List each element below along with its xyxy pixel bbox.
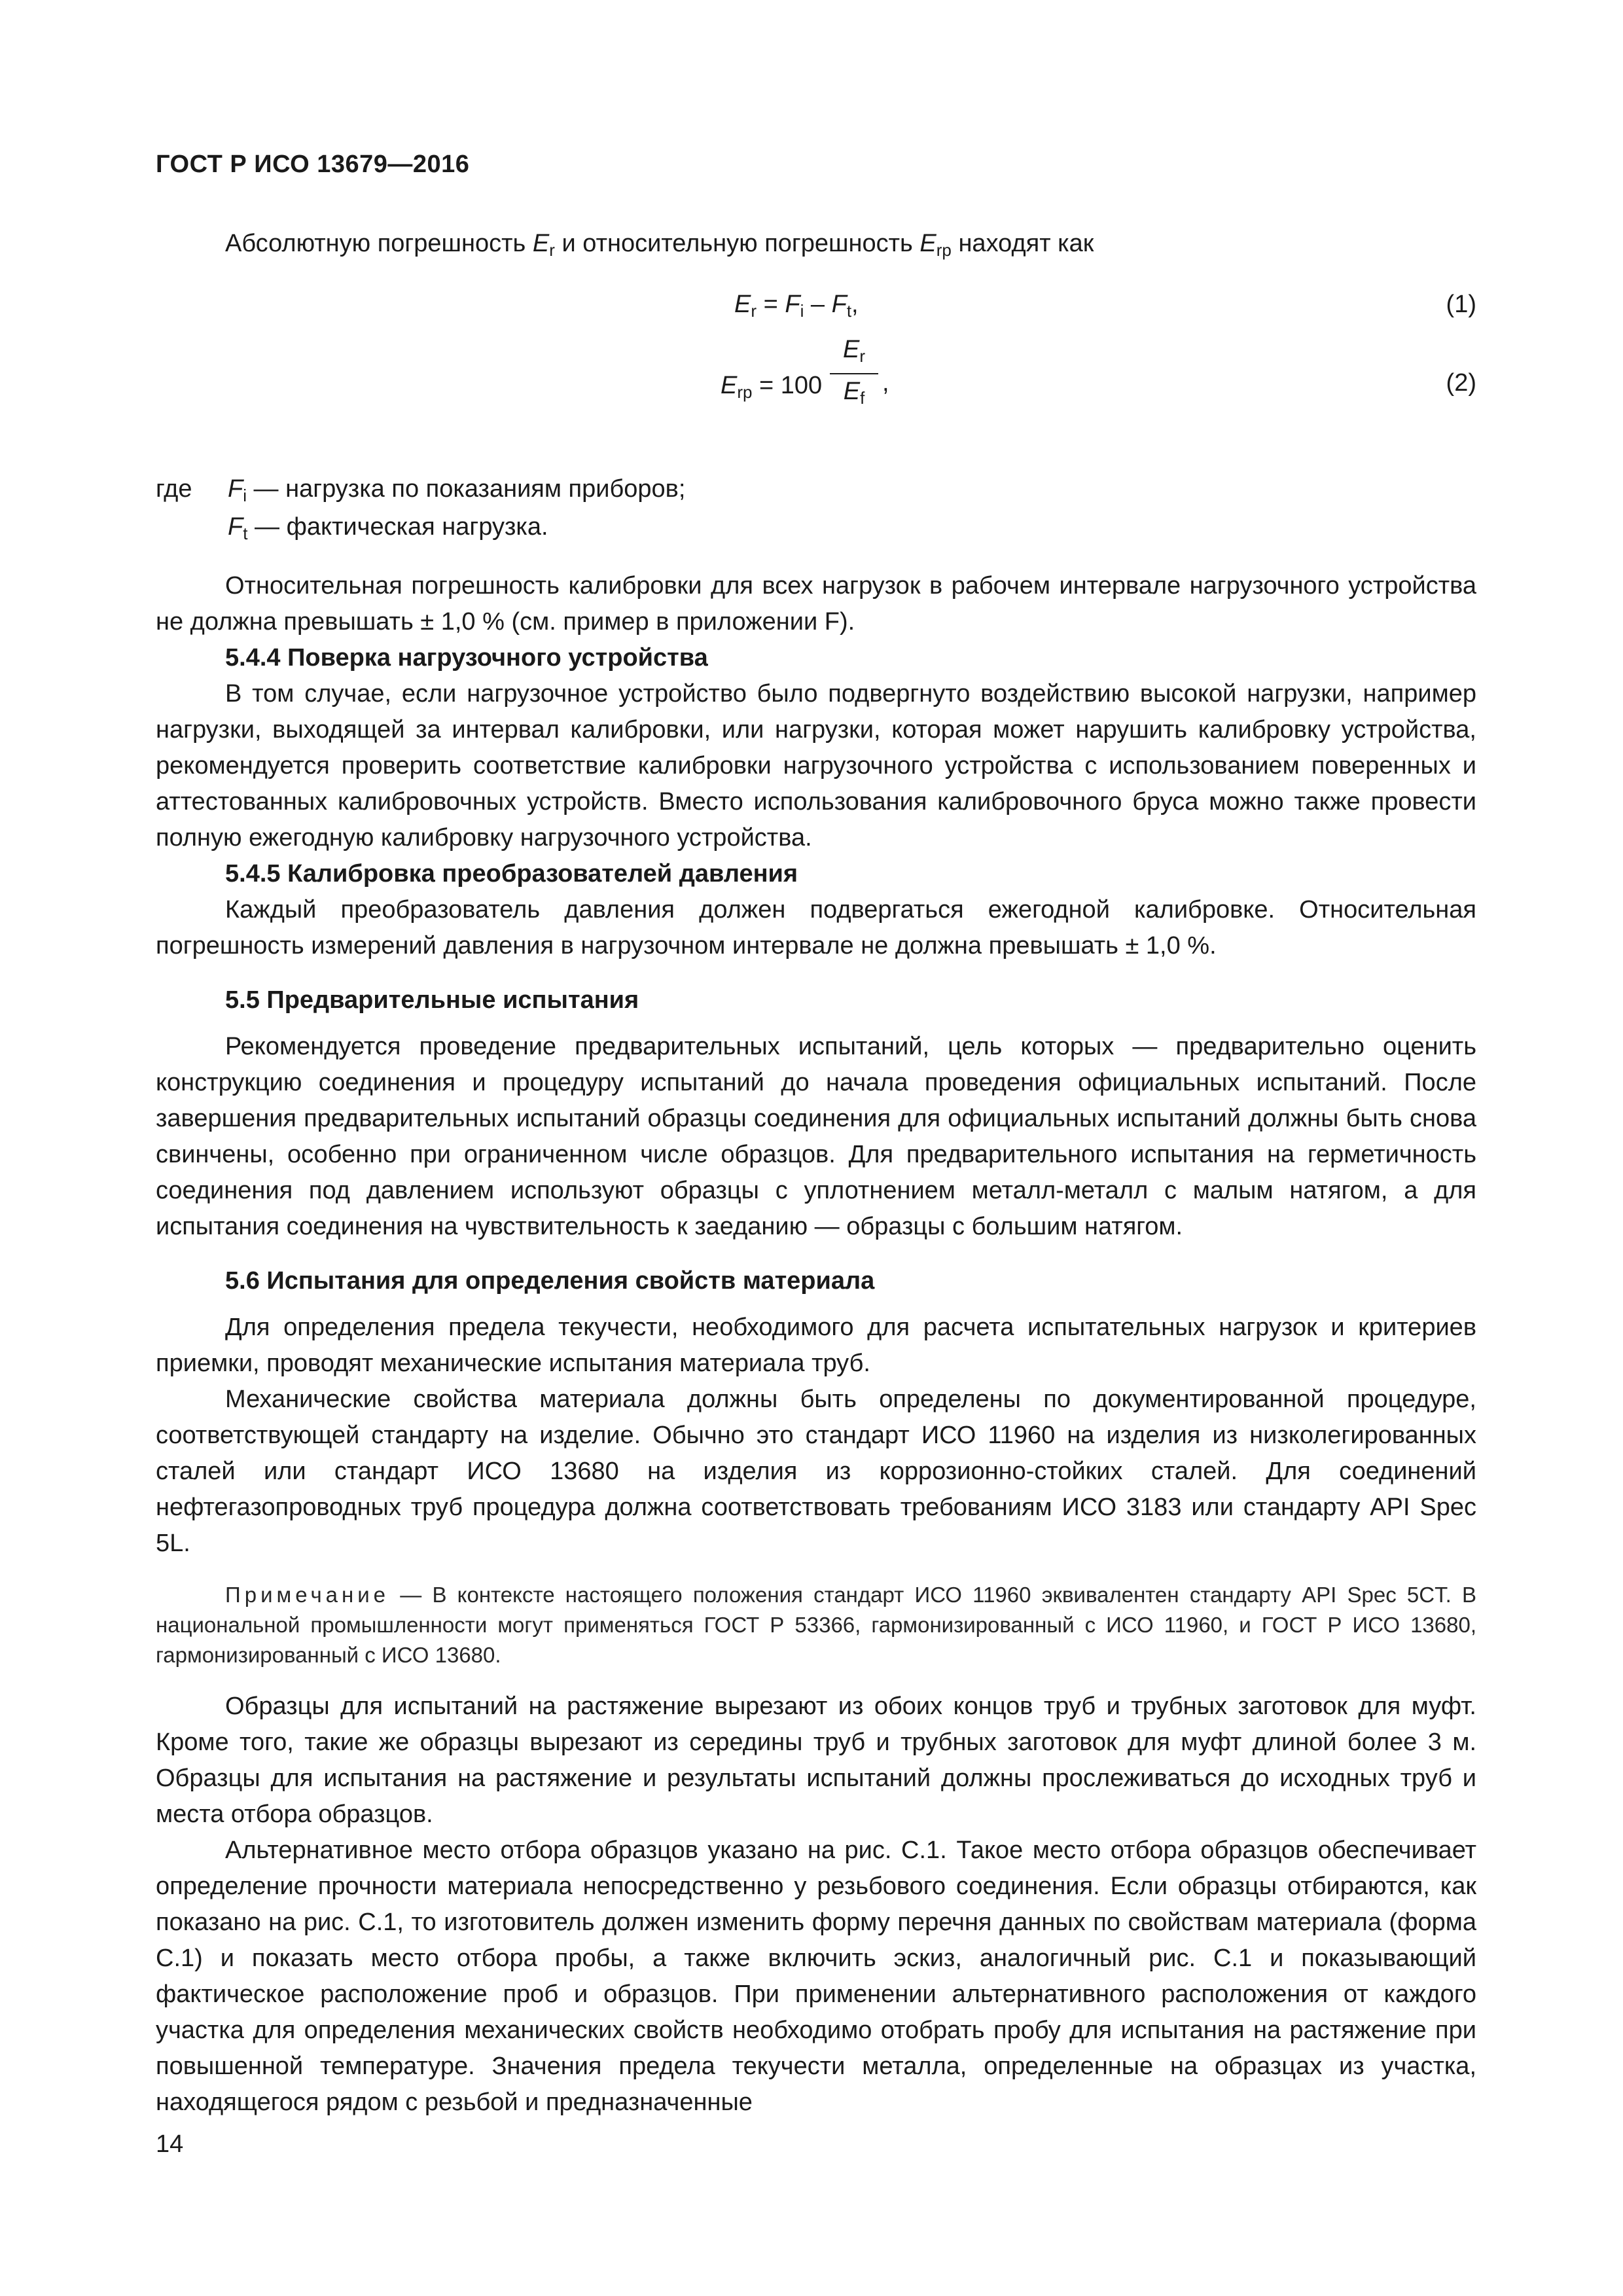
page-number: 14 — [156, 2130, 184, 2158]
intro-text-c: находят как — [951, 230, 1094, 257]
formula-2-fraction: $E_r$ $E_f$ — [830, 334, 878, 414]
note-paragraph — [156, 1580, 1476, 1670]
formula-1: $E_r = F_i - F_t$, — [734, 291, 859, 321]
where-row-ft: $F_t$ — фактическая нагрузка. — [228, 513, 548, 543]
intro-paragraph — [156, 226, 1476, 268]
paragraph-calibration-error: Относительная погрешность калибровки для всех нагрузок в рабочем интервале нагрузочного устройства не должна превышать ± 1,0 % (см. пример в приложении F). — [156, 572, 1476, 636]
heading-5-6: 5.6 Испытания для определения свойств материала — [225, 1267, 875, 1295]
paragraph-alternative-location: Альтернативное место отбора образцов указано на рис. С.1. Такое место отбора образцов обеспечивает определение прочности материала непосредственно у резьбового соединения. Если образцы отбираются, как показано на рис. С.1, то изготовитель должен изменить форму перечня данных по свойствам материала (форма С.1) и показать место отбора пробы, а также включить эскиз, аналогичный рис. С.1 и показывающий фактическое расположение проб и образцов. При применении альтернативного расположения от каждого участка для определения механических свойств необходимо отобрать пробу для испытания на растяжение при повышенной температуре. Значения предела текучести металла, определенные на образцах из участка, находящегося рядом с резьбой и предназначенные — [156, 1837, 1476, 2116]
paragraph-preliminary-tests: Рекомендуется проведение предварительных испытаний, цель которых — предварительно оценить конструкцию соединения и процедуру испытаний до начала проведения официальных испытаний. После завершения предварительных испытаний образцы соединения для официальных испытаний должны быть снова свинчены, особенно при ограниченном числе образцов. Для предварительного испытания на герметичность соединения под давлением используют образцы с уплотнением металл-металл с малым натягом, а для испытания соединения на чувствительность к заеданию — образцы с большим натягом. — [156, 1033, 1476, 1240]
formula-2-lhs: $E_{rp} = 100$ — [721, 372, 823, 402]
where-label: где — [156, 475, 192, 503]
intro-text-a: Абсолютную погрешность — [225, 230, 533, 257]
paragraph-pressure-calibration: Каждый преобразователь давления должен подвергаться ежегодной калибровке. Относительная погрешность измерений давления в нагрузочном интервале не должна превышать ± 1,0 %. — [156, 896, 1476, 960]
where-row-fi: $F_i$ — нагрузка по показаниям приборов; — [228, 475, 686, 505]
document-header-title: ГОСТ Р ИСО 13679—2016 — [156, 151, 470, 178]
paragraph-tensile-samples: Образцы для испытаний на растяжение вырезают из обоих концов труб и трубных заготовок для муфт. Кроме того, такие же образцы вырезают из середины труб и трубных заготовок для муфт длиной более 3 м. Образцы для испытания на растяжение и результаты испытаний должны прослеживаться до исходных труб и места отбора образцов. — [156, 1693, 1476, 1828]
paragraph-mechanical-properties: Механические свойства материала должны быть определены по документированной процедуре, соответствующей стандарту на изделие. Обычно это стандарт ИСО 11960 на изделия из низколегированных сталей или стандарт ИСО 13680 на изделия из коррозионно-стойких сталей. Для соединений нефтегазопроводных труб процедура должна соответствовать требованиям ИСО 3183 или стандарту API Spec 5L. — [156, 1386, 1476, 1557]
fraction-bar — [830, 373, 878, 374]
formula-1-number: (1) — [1446, 291, 1476, 318]
symbol-er: $E_r$ — [532, 230, 555, 260]
symbol-erp: $E_{rp}$ — [919, 230, 952, 260]
heading-5-5: 5.5 Предварительные испытания — [225, 986, 639, 1014]
paragraph-yield-strength: Для определения предела текучести, необходимого для расчета испытательных нагрузок и критериев приемки, проводят механические испытания материала труб. — [156, 1314, 1476, 1377]
note-text: — В контексте настоящего положения стандарт ИСО 11960 эквивалентен стандарту API Spec 5CT. В национальной промышленности могут применяться ГОСТ Р 53366, гармонизированный с ИСО 11960, и ГОСТ Р ИСО 13680, гармонизированный с ИСО 13680. — [156, 1583, 1476, 1667]
heading-5-4-5: 5.4.5 Калибровка преобразователей давления — [225, 860, 798, 888]
intro-text-b: и относительную погрешность — [554, 230, 920, 257]
paragraph-verification: В том случае, если нагрузочное устройство было подвергнуто воздействию высокой нагрузки, например нагрузки, выходящей за интервал калибровки, или нагрузки, которая может нарушить калибровку устройства, рекомендуется проверить соответствие калибровки нагрузочного устройства с использованием поверенных и аттестованных калибровочных устройств. Вместо использования калибровочного бруса можно также провести полную ежегодную калибровку нагрузочного устройства. — [156, 680, 1476, 852]
heading-5-4-4: 5.4.4 Поверка нагрузочного устройства — [225, 644, 708, 672]
note-label: Примечание — [225, 1583, 390, 1607]
formula-2-end: , — [882, 369, 889, 397]
formula-block — [156, 268, 1476, 471]
formula-2-number: (2) — [1446, 369, 1476, 397]
where-block — [156, 471, 1476, 550]
document-body — [156, 226, 1476, 2121]
